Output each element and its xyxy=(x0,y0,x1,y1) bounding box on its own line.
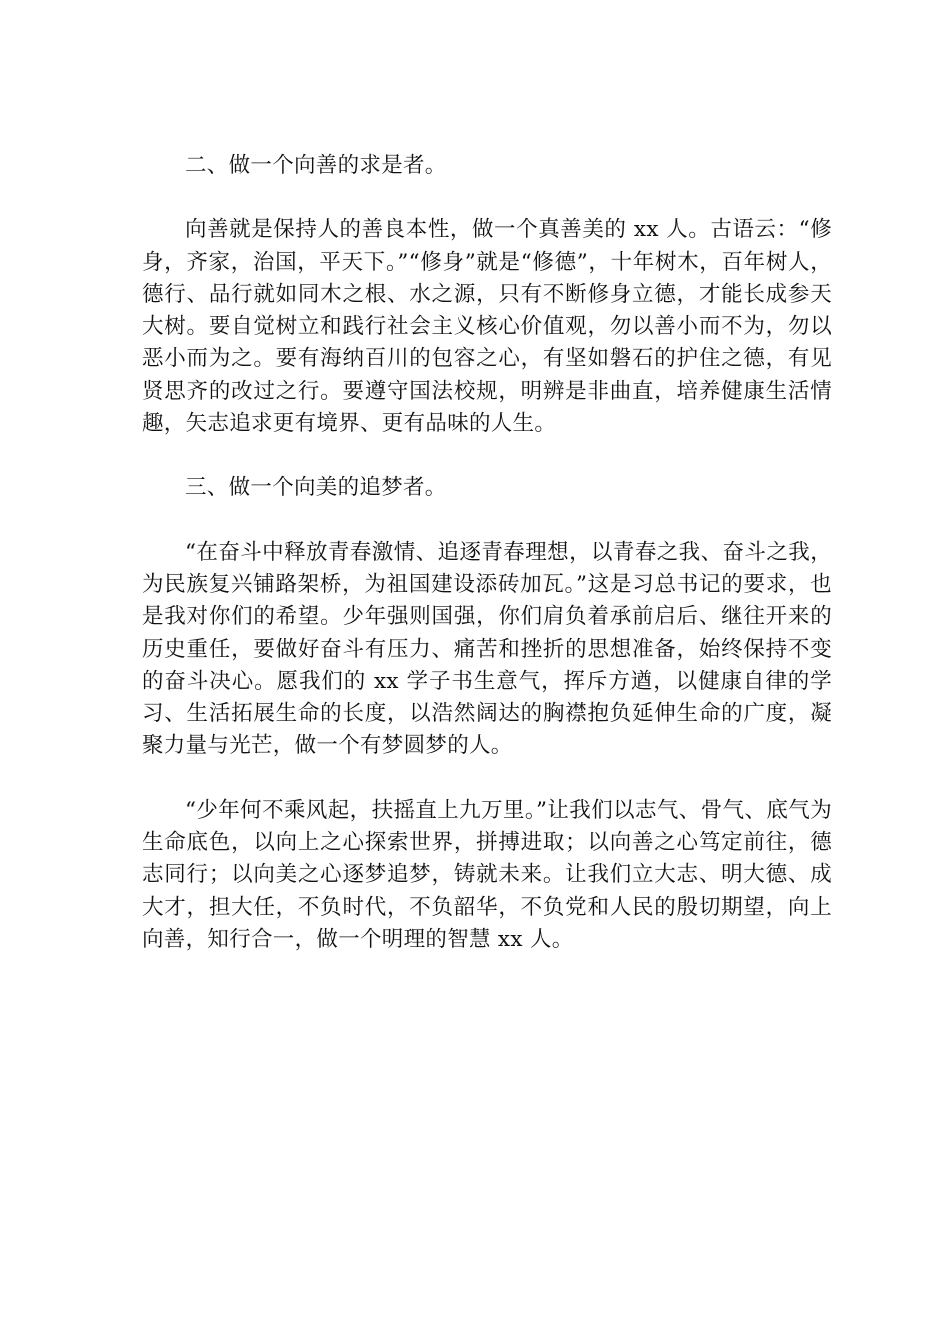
spacer xyxy=(142,440,832,472)
body-paragraph: “在奋斗中释放青春激情、追逐青春理想，以青春之我、奋斗之我，为民族复兴铺路架桥，为祖国建设添砖加瓦。”这是习总书记的要求，也是我对你们的希望。少年强则国强，你们肩负着承前启后、继往开来的历史重任，要做好奋斗有压力、痛苦和挫折的思想准备，始终保持不变的奋斗决心。愿我们的 xx 学子书生意气，挥斥方遒，以健康自律的学习、生活拓展生命的长度，以浩然阔达的胸襟抱负延伸生命的广度，凝聚力量与光芒，做一个有梦圆梦的人。 xyxy=(142,539,832,759)
document-body xyxy=(142,150,832,956)
spacer xyxy=(142,182,832,214)
spacer xyxy=(142,763,832,795)
body-paragraph: “少年何不乘风起，扶摇直上九万里。”让我们以志气、骨气、底气为生命底色，以向上之心探索世界，拼搏进取；以向善之心笃定前往，德志同行；以向美之心逐梦追梦，铸就未来。让我们立大志、明大德、成大才，担大任，不负时代，不负韶华，不负党和人民的殷切期望，向上向善，知行合一，做一个明理的智慧 xx 人。 xyxy=(142,797,832,952)
section-heading: 三、做一个向美的追梦者。 xyxy=(185,475,447,501)
section-heading: 二、做一个向善的求是者。 xyxy=(185,153,447,178)
spacer xyxy=(142,505,832,537)
body-paragraph: 向善就是保持人的善良本性，做一个真善美的 xx 人。古语云：“修身，齐家，治国，平天下。”“修身”就是“修德”，十年树木，百年树人，德行、品行就如同木之根、水之源，只有不断修身立德，才能长成参天大树。要自觉树立和践行社会主义核心价值观，勿以善小而不为，勿以恶小而为之。要有海纳百川的包容之心，有坚如磐石的护住之德，有见贤思齐的改过之行。要遵守国法校规，明辨是非曲直，培养健康生活情趣，矢志追求更有境界、更有品味的人生。 xyxy=(142,217,832,437)
